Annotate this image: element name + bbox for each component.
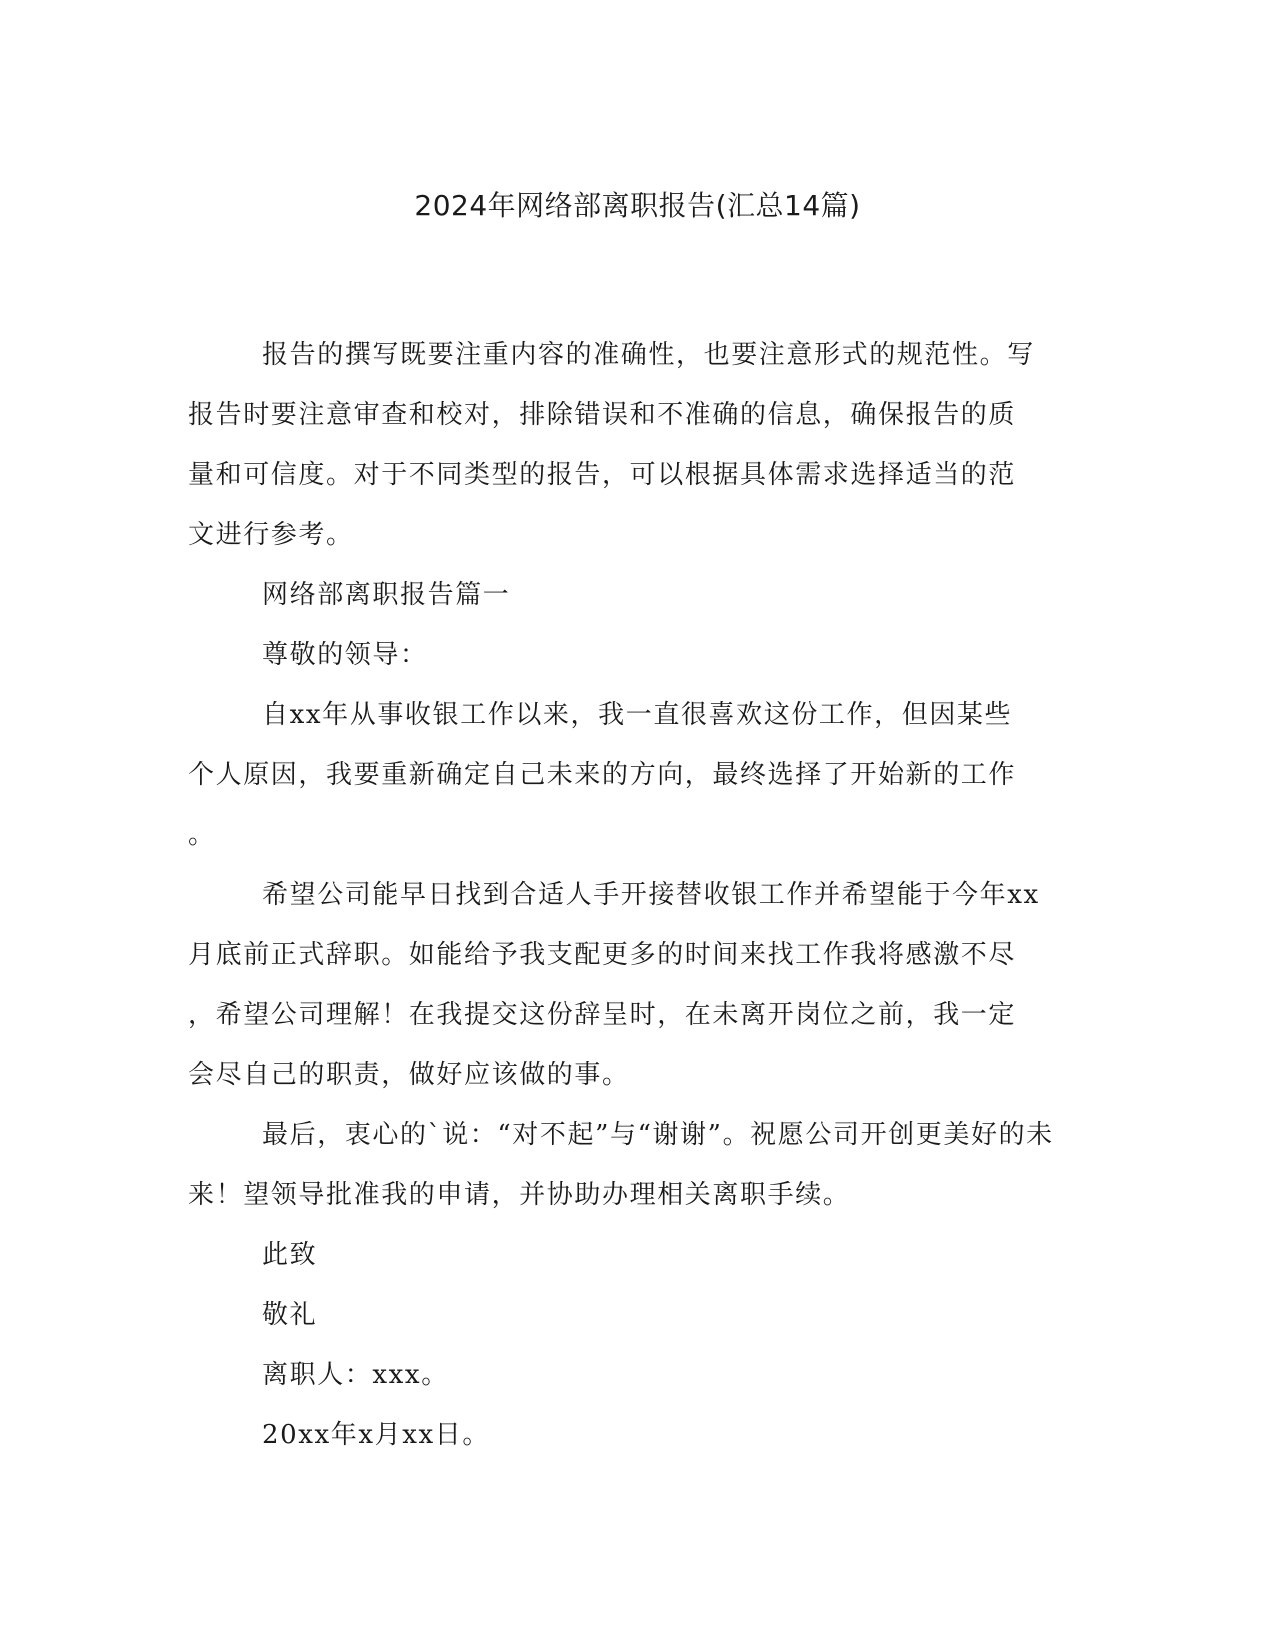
section-heading: 网络部离职报告篇一 xyxy=(262,580,511,610)
letter-line-5: 月底前正式辞职。如能给予我支配更多的时间来找工作我将感激不尽 xyxy=(188,940,1017,970)
intro-line-2: 报告时要注意审查和校对，排除错误和不准确的信息，确保报告的质 xyxy=(188,400,1017,430)
document-title: 2024年网络部离职报告(汇总14篇) xyxy=(414,189,861,222)
intro-line-3: 量和可信度。对于不同类型的报告，可以根据具体需求选择适当的范 xyxy=(188,460,1017,490)
signature-line: 离职人：xxx。 xyxy=(262,1360,449,1390)
intro-line-4: 文进行参考。 xyxy=(188,520,354,550)
letter-line-7: 会尽自己的职责，做好应该做的事。 xyxy=(188,1060,630,1090)
letter-line-1: 自xx年从事收银工作以来，我一直很喜欢这份工作，但因某些 xyxy=(262,700,1013,730)
salutation: 尊敬的领导： xyxy=(262,640,428,670)
letter-line-2: 个人原因，我要重新确定自己未来的方向，最终选择了开始新的工作 xyxy=(188,760,1017,790)
intro-line-1: 报告的撰写既要注重内容的准确性，也要注意形式的规范性。写 xyxy=(262,340,1035,370)
letter-line-9: 来！望领导批准我的申请，并协助办理相关离职手续。 xyxy=(188,1180,851,1210)
letter-line-3: 。 xyxy=(188,820,216,850)
letter-line-8: 最后，衷心的`说：“对不起”与“谢谢”。祝愿公司开创更美好的未 xyxy=(262,1120,1054,1150)
closing-line-2: 敬礼 xyxy=(262,1300,318,1330)
letter-line-4: 希望公司能早日找到合适人手开接替收银工作并希望能于今年xx xyxy=(262,880,1040,910)
letter-line-6: ，希望公司理解！在我提交这份辞呈时，在未离开岗位之前，我一定 xyxy=(188,1000,1017,1030)
date-line: 20xx年x月xx日。 xyxy=(262,1420,490,1450)
document-body xyxy=(188,325,1088,1465)
closing-line-1: 此致 xyxy=(262,1240,318,1270)
